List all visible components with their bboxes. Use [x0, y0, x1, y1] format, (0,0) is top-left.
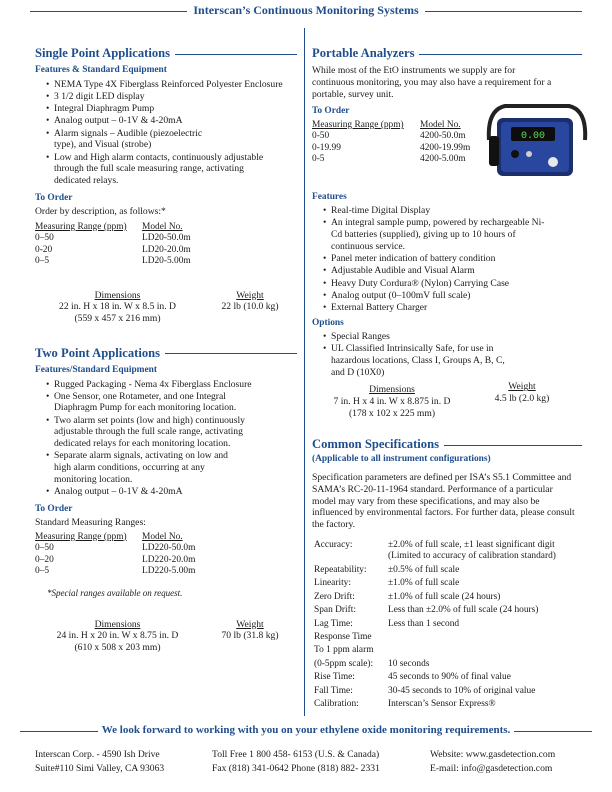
single-order-text: Order by description, as follows:* [35, 206, 166, 218]
col-model-header: Model No. [142, 221, 183, 232]
footer-tagline: We look forward to working with you on your ethylene oxide monitoring requirements. [0, 724, 612, 737]
list-item: • Alarm signals – Audible (piezoelectric type), and Visual (strobe) [46, 128, 226, 151]
list-item: • Integral Diaphragm Pump [46, 103, 297, 115]
dimensions-metric: (559 x 457 x 216 mm) [74, 313, 161, 325]
portable-order-heading: To Order [312, 106, 350, 117]
portable-analyzer-image [485, 100, 589, 180]
portable-features-heading: Features [312, 191, 347, 202]
phone-line: Fax (818) 341-0642 Phone (818) 882- 2331 [212, 762, 380, 774]
column-divider [304, 28, 305, 716]
table-row: Lag Time: Less than 1 second [314, 618, 460, 629]
col-model-header: Model No. [420, 119, 461, 130]
list-item: • One Sensor, one Rotameter, and one Integral Diaphragm Pump for each monitoring location. [46, 391, 251, 414]
left-column [35, 46, 297, 655]
footer-address [35, 748, 164, 776]
table-row: 0–5 LD220-5.00m [35, 566, 196, 577]
table-row: To 1 ppm alarm [314, 645, 374, 656]
list-item: • Panel meter indication of battery condition [323, 253, 582, 265]
list-item: • UL Classified Intrinsically Safe, for use in hazardous locations, Class I, Groups A, B, C, and D (10X0) [323, 343, 513, 378]
portable-heading: Portable Analyzers [312, 46, 582, 61]
special-ranges-note: *Special ranges available on request. [47, 587, 183, 598]
device-display-readout: 0.00 [520, 131, 546, 142]
single-model-table [35, 222, 191, 268]
table-row: 0-5 4200-5.00m [312, 154, 466, 165]
single-features-list [46, 79, 297, 187]
two-features-list [46, 379, 297, 498]
list-item: • An integral sample pump, powered by rechargeable Ni-Cd batteries (supplied), giving up to 10 hours of continuous service. [323, 217, 553, 252]
options-list [323, 331, 582, 378]
list-item: • 3 1/2 digit LED display [46, 91, 297, 103]
weight-label: Weight [236, 289, 264, 301]
dimensions-value: 22 in. H x 18 in. W x 8.5 in. D [59, 301, 176, 313]
col-range-header: Measuring Range (ppm) [35, 531, 127, 542]
portable-features-list [323, 205, 582, 313]
table-row: 0–50 LD20-50.0m [35, 233, 191, 244]
portable-model-table [312, 120, 470, 166]
table-row: Linearity: ±1.0% of full scale [314, 578, 460, 589]
list-item: • NEMA Type 4X Fiberglass Reinforced Polyester Enclosure [46, 79, 297, 91]
list-item: • Analog output – 0-1V & 4-20mA [46, 486, 297, 498]
table-row: 0–20 LD220-20.0m [35, 554, 196, 565]
phone-line: Toll Free 1 800 458- 6153 (U.S. & Canada) [212, 749, 380, 760]
col-model-header: Model No. [142, 531, 183, 542]
options-heading: Options [312, 317, 344, 328]
footer-web [430, 748, 555, 776]
email-link[interactable]: E-mail: info@gasdetection.com [430, 762, 553, 774]
dimensions-metric: (178 x 102 x 225 mm) [348, 407, 436, 419]
two-features-heading: Features/Standard Equipment [35, 365, 157, 376]
table-row: Accuracy: ±2.0% of full scale, ±1 least significant digit (Limited to accuracy of calibration standard) [314, 539, 556, 562]
table-row: Rise Time: 45 seconds to 90% of final value [314, 672, 511, 683]
portable-intro: While most of the EtO instruments we supply are for continuous monitoring, you may also have a requirement for a portable, survey unit. [312, 65, 552, 100]
list-item: • Analog output (0–100mV full scale) [323, 290, 582, 302]
list-item: • Real-time Digital Display [323, 205, 582, 217]
list-item: • Low and High alarm contacts, continuously adjustable through the full scale measuring range, activating dedicated relays. [46, 152, 266, 187]
table-row: Repeatability: ±0.5% of full scale [314, 564, 460, 575]
portable-dimensions-block [312, 381, 582, 420]
list-item: • Two alarm set points (low and high) continuously adjustable through the full scale range, activating dedicated relays for each monitoring location. [46, 415, 258, 450]
dimensions-label: Dimensions [94, 618, 141, 630]
common-specs-intro: Specification parameters are defined per ISA’s S5.1 Committee and SAMA’s RC-20-11-1964 standard. Performance of a particular model may vary from these specifications, and may also be influenced by environmental factors. For further data, please consult the factory. [312, 472, 575, 531]
common-specs-heading: Common Specifications [312, 437, 582, 452]
list-item: • Separate alarm signals, activating on low and high alarm conditions, occurring at any monitoring location. [46, 450, 246, 485]
weight-value: 4.5 lb (2.0 kg) [494, 393, 550, 405]
table-row: Zero Drift: ±1.0% of full scale (24 hours) [314, 591, 501, 602]
footer-phone [212, 748, 380, 776]
table-row: Fall Time: 30-45 seconds to 10% of original value [314, 685, 536, 696]
two-point-heading: Two Point Applications [35, 346, 297, 361]
list-item: • External Battery Charger [323, 302, 582, 314]
website-link[interactable]: Website: www.gasdetection.com [430, 749, 556, 760]
single-dimensions-block [35, 290, 297, 326]
table-row: 0-19.99 4200-19.99m [312, 142, 471, 153]
list-item: • Rugged Packaging - Nema 4x Fiberglass Enclosure [46, 379, 297, 391]
address-line: Interscan Corp. - 4590 Ish Drive [35, 749, 160, 760]
dimensions-value: 24 in. H x 20 in. W x 8.75 in. D [56, 630, 179, 642]
specs-table [312, 538, 574, 713]
dimensions-label: Dimensions [369, 384, 415, 396]
list-item: • Adjustable Audible and Visual Alarm [323, 265, 582, 277]
dimensions-value: 7 in. H x 4 in. W x 8.875 in. D [333, 396, 451, 408]
address-line: Suite#110 Simi Valley, CA 93063 [35, 762, 165, 774]
list-item: • Analog output – 0-1V & 4-20mA [46, 115, 297, 127]
weight-label: Weight [508, 381, 536, 393]
table-row: 0-20 LD20-20.0m [35, 244, 191, 255]
single-features-heading: Features & Standard Equipment [35, 65, 167, 76]
col-range-header: Measuring Range (ppm) [35, 221, 127, 232]
weight-value: 22 lb (10.0 kg) [221, 301, 279, 313]
single-point-heading: Single Point Applications [35, 46, 297, 61]
dimensions-label: Dimensions [94, 289, 141, 301]
two-model-table [35, 532, 195, 578]
two-order-text: Standard Measuring Ranges: [35, 517, 146, 529]
col-range-header: Measuring Range (ppm) [312, 119, 404, 130]
two-order-heading: To Order [35, 503, 73, 514]
dimensions-metric: (610 x 508 x 203 mm) [74, 641, 161, 653]
table-row: Span Drift: Less than ±2.0% of full scale (24 hours) [314, 605, 539, 616]
common-specs-subtitle: (Applicable to all instrument configurations) [312, 453, 491, 464]
single-order-heading: To Order [35, 192, 73, 203]
table-row: 0-50 4200-50.0m [312, 131, 466, 142]
table-row: Response Time [314, 632, 372, 643]
weight-value: 70 lb (31.8 kg) [221, 630, 279, 642]
weight-label: Weight [236, 618, 264, 630]
two-dimensions-block [35, 619, 297, 655]
table-row: Calibration: Interscan’s Sensor Express® [314, 699, 496, 710]
list-item: • Special Ranges [323, 331, 582, 343]
table-row: 0–50 LD220-50.0m [35, 543, 196, 554]
table-row: (0-5ppm scale): 10 seconds [314, 658, 430, 669]
list-item: • Heavy Duty Cordura® (Nylon) Carrying Case [323, 278, 582, 290]
table-row: 0–5 LD20-5.00m [35, 256, 191, 267]
page-title: Interscan’s Continuous Monitoring Systems [0, 3, 612, 18]
